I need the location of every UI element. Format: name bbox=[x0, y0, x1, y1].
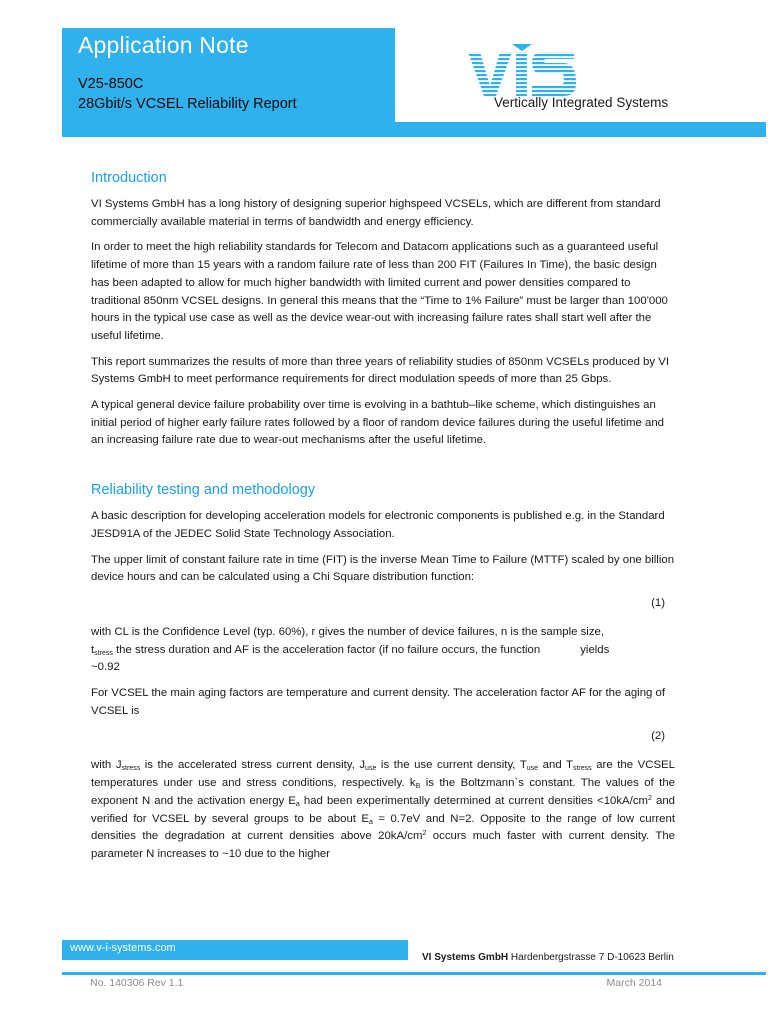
intro-paragraph-3: This report summarizes the results of more than three years of reliability studies of 850nm VCSELs produced by VI Systems GmbH to meet performance requirements for direct modulation speeds of more than 25 Gbps. bbox=[91, 355, 670, 386]
website-link[interactable]: www.v-i-systems.com bbox=[70, 942, 176, 954]
product-code: V25-850C bbox=[78, 76, 144, 92]
intro-paragraph-1: VI Systems GmbH has a long history of designing superior highspeed VCSELs, which are different from standard commercially available material in terms of bandwidth and energy efficiency. bbox=[91, 198, 661, 228]
method-paragraph-1: A basic description for developing acceleration models for electronic components is published e.g. in the Standard JESD91A of the JEDEC Solid State Technology Association. bbox=[91, 510, 665, 540]
document-body bbox=[91, 170, 675, 872]
method-paragraph-3: with CL is the Confidence Level (typ. 60%), r gives the number of device failures, n is the sample size, $t_{stress}$ the stress duration and AF is the acceleration factor (if no failure occurs, the function yields ~0.92 bbox=[91, 625, 610, 674]
section-heading-introduction: Introduction bbox=[91, 170, 167, 186]
doc-subtitle: 28Gbit/s VCSEL Reliability Report bbox=[78, 96, 297, 112]
doc-type-title: Application Note bbox=[78, 32, 249, 58]
document-date: March 2014 bbox=[606, 977, 662, 989]
document-number: No. 140306 Rev 1.1 bbox=[90, 977, 184, 989]
logo-tagline: Vertically Integrated Systems bbox=[494, 95, 669, 110]
footer-url-bar bbox=[62, 940, 408, 960]
company-address: VI Systems GmbH Hardenbergstrasse 7 D-10623 Berlin bbox=[422, 952, 674, 963]
header-stripe bbox=[62, 122, 766, 137]
equation-1-number: (1) bbox=[651, 596, 665, 609]
equation-2-number: (2) bbox=[651, 730, 665, 743]
intro-paragraph-2: In order to meet the high reliability standards for Telecom and Datacom applications such as a guaranteed useful lifetime of more than 15 years with a random failure rate of less than 200 FIT (Failures In Time), the basic design has been adapted to allow for much higher bandwidth with limited current and power densities compared to traditional 850nm VCSEL designs. In general this means that the “Time to 1% Failure” must be larger than 100'000 hours in the typical use case as well as the device wear-out with increasing failure rates shall start well after the useful lifetime. bbox=[91, 241, 668, 342]
header-banner bbox=[62, 28, 395, 122]
intro-paragraph-4: A typical general device failure probability over time is evolving in a bathtub–like scheme, which distinguishes an initial period of higher early failure rates followed by a floor of random device failures during the useful lifetime and an increasing failure rate due to wear-out mechanisms after the useful lifetime. bbox=[91, 399, 665, 447]
method-paragraph-5: with $J_{stress}$ is the accelerated stress current density, $J_{use}$ is the use current density, $T_{use}$ and $T_{stress}$ are the VCSEL temperatures under use and stress conditions, respectively. $k_B$ is the Boltzmann`s constant. The values of the exponent N and the activation energy $E_a$ had been experimentally determined at current densities $<10kA/cm^2$ and verified for VCSEL by several groups to be about $E_a = 0.7eV$ and N=2. Opposite to the range of low current densities the degradation at current densities above $20kA/cm^2$ occurs much faster with current density. The parameter N increases to ~10 due to the higher bbox=[91, 759, 675, 860]
method-paragraph-2: The upper limit of constant failure rate in time (FIT) is the inverse Mean Time to Failure (MTTF) scaled by one billion device hours and can be calculated using a Chi Square distribution function: bbox=[91, 553, 675, 584]
footer-divider bbox=[62, 972, 766, 975]
method-paragraph-4: For VCSEL the main aging factors are temperature and current density. The acceleration factor AF for the aging of VCSEL is bbox=[91, 687, 666, 717]
section-heading-methodology: Reliability testing and methodology bbox=[91, 482, 316, 499]
vis-logo-icon bbox=[468, 42, 578, 98]
